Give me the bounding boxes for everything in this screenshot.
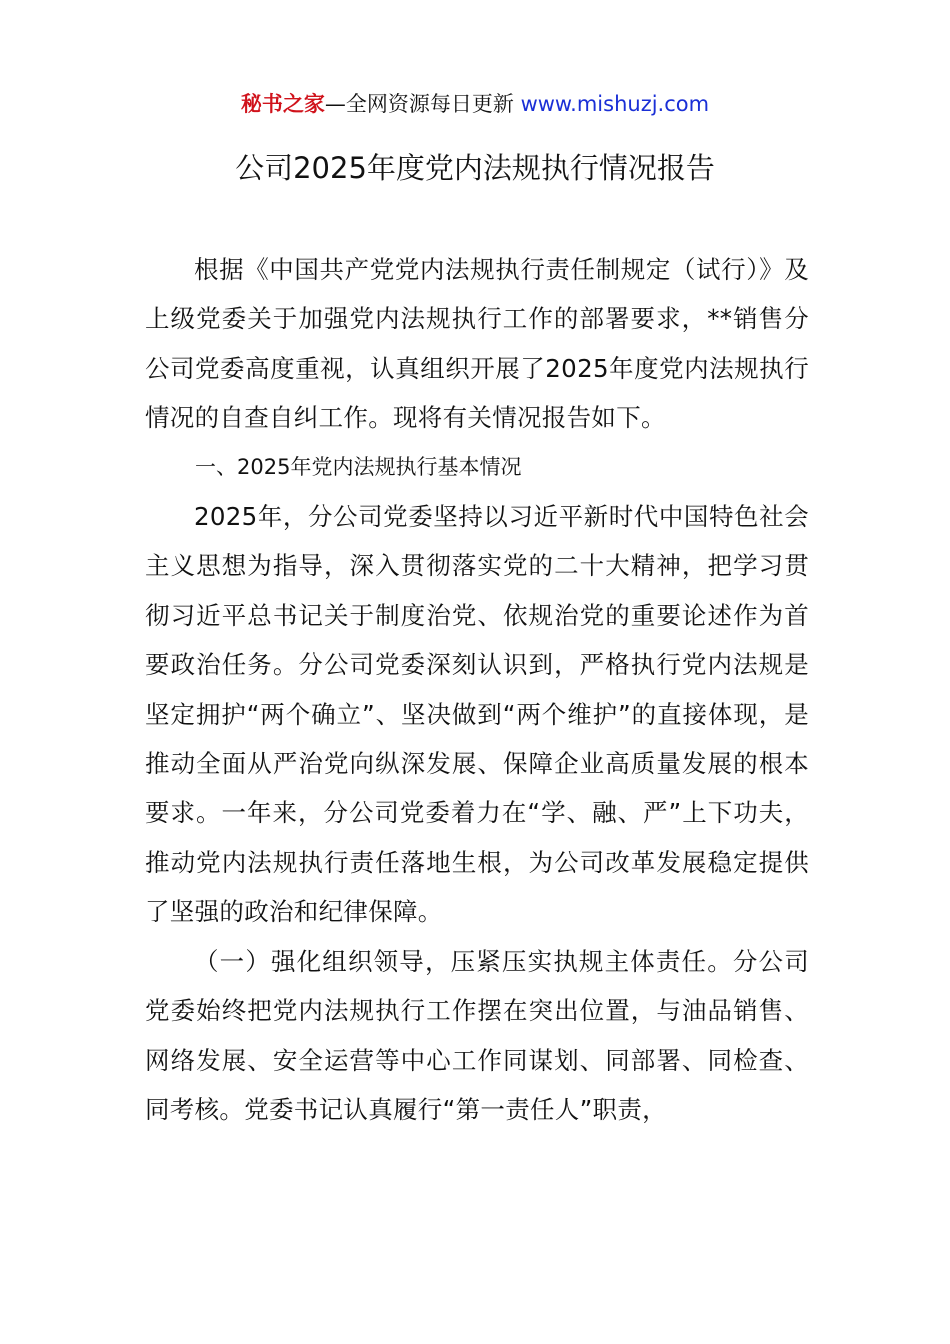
intro-paragraph: 根据《中国共产党党内法规执行责任制规定（试行）》及上级党委关于加强党内法规执行工作的部署要求，**销售分公司党委高度重视，认真组织开展了2025年度党内法规执行情况的自查自纠工作。现将有关情况报告如下。 <box>145 255 809 433</box>
section-heading: 一、2025年党内法规执行基本情况 <box>195 454 522 479</box>
section-paragraph: 2025年，分公司党委坚持以习近平新时代中国特色社会主义思想为指导，深入贯彻落实党的二十大精神，把学习贯彻习近平总书记关于制度治党、依规治党的重要论述作为首要政治任务。分公司党委深刻认识到，严格执行党内法规是坚定拥护“两个确立”、坚决做到“两个维护”的直接体现，是推动全面从严治党向纵深发展、保障企业高质量发展的根本要求。一年来，分公司党委着力在“学、融、严”上下功夫，推动党内法规执行责任落地生根，为公司改革发展稳定提供了坚强的政治和纪律保障。 <box>145 502 809 927</box>
header-slogan: —全网资源每日更新 <box>324 92 521 116</box>
document-body <box>145 245 809 1134</box>
document-title: 公司2025年度党内法规执行情况报告 <box>235 151 715 185</box>
site-url[interactable]: www.mishuzj.com <box>520 92 710 116</box>
site-header <box>0 88 950 120</box>
brand-name: 秘书之家 <box>240 92 325 116</box>
subsection-paragraph: （一）强化组织领导，压紧压实执规主体责任。分公司党委始终把党内法规执行工作摆在突出位置，与油品销售、网络发展、安全运营等中心工作同谋划、同部署、同检查、同考核。党委书记认真履行“第一责任人”职责， <box>145 946 809 1124</box>
